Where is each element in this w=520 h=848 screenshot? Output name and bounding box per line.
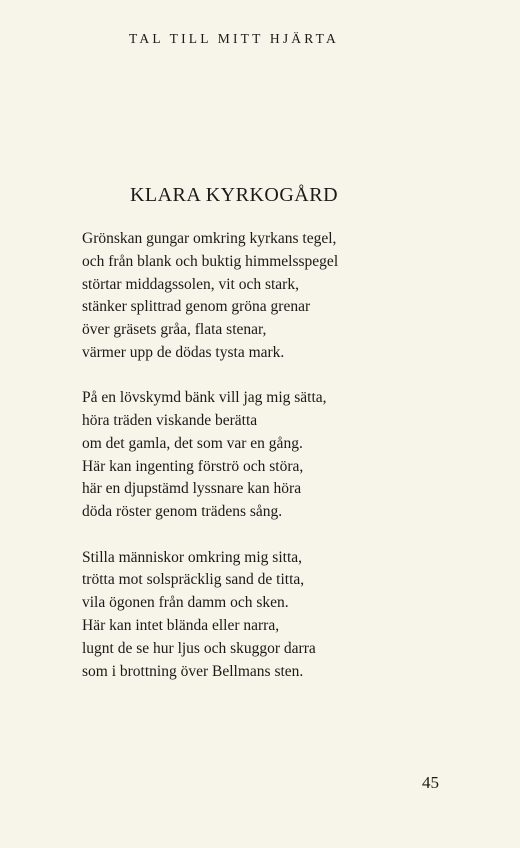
poem-line: vila ögonen från damm och sken. (82, 594, 289, 612)
poem-line: störtar middagssolen, vit och stark, (82, 275, 299, 293)
stanza-1 (82, 228, 422, 365)
poem-line: här en djupstämd lyssnare kan höra (82, 480, 302, 498)
poem-line: över gräsets gråa, flata stenar, (82, 321, 267, 339)
poem-line: stänker splittrad genom gröna grenar (82, 298, 311, 316)
poem-line: värmer upp de dödas tysta mark. (82, 343, 285, 361)
poem-line: och från blank och buktig himmelsspegel (82, 252, 339, 270)
poem-line: Grönskan gungar omkring kyrkans tegel, (82, 230, 337, 247)
poem-line: Stilla människor omkring mig sitta, (82, 548, 303, 566)
poem-body (82, 228, 422, 706)
page-number: 45 (422, 773, 439, 792)
stanza-2 (82, 387, 422, 524)
poem-line: Här kan intet blända eller narra, (82, 616, 280, 634)
stanza-3 (82, 547, 422, 684)
poem-line: Här kan ingenting förströ och störa, (82, 457, 304, 475)
poem-line: om det gamla, det som var en gång. (82, 434, 303, 452)
running-head: TAL TILL MITT HJÄRTA (129, 31, 339, 46)
poem-line: döda röster genom trädens sång. (82, 503, 283, 521)
poem-line: trötta mot solspräcklig sand de titta, (82, 571, 305, 589)
poem-line: lugnt de se hur ljus och skuggor darra (82, 639, 316, 657)
poem-title: KLARA KYRKOGÅRD (129, 184, 339, 206)
poem-line: som i brottning över Bellmans sten. (82, 662, 304, 680)
poem-line: höra träden viskande berätta (82, 412, 258, 430)
poem-line: På en lövskymd bänk vill jag mig sätta, (82, 389, 327, 407)
